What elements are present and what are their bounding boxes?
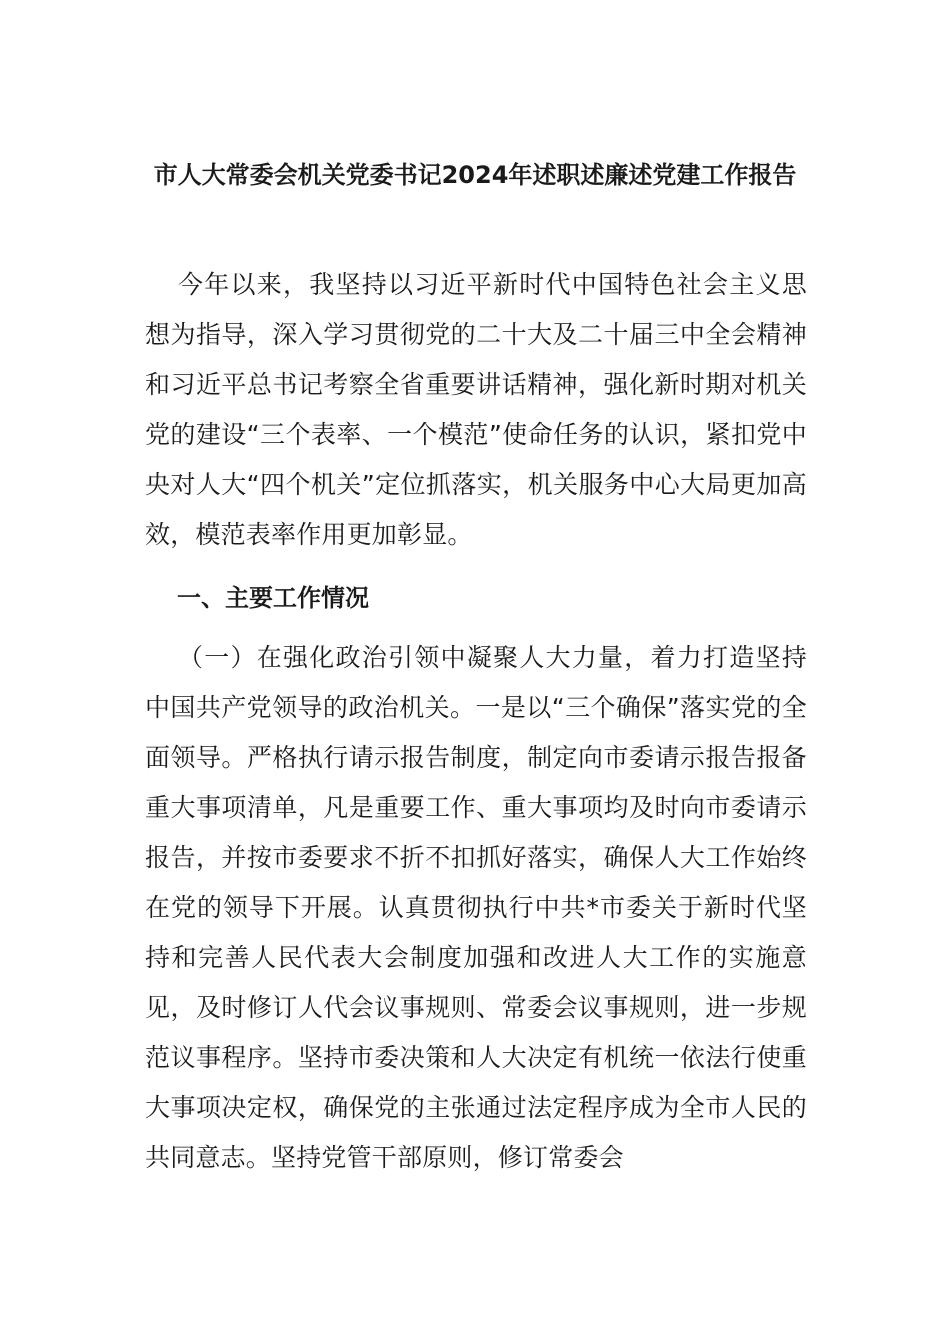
section-body (145, 633, 807, 1183)
intro-paragraph: 今年以来，我坚持以习近平新时代中国特色社会主义思想为指导，深入学习贯彻党的二十大及二十届三中全会精神和习近平总书记考察全省重要讲话精神，强化新时期对机关党的建设“三个表率、一个模范”使命任务的认识，紧扣党中央对人大“四个机关”定位抓落实，机关服务中心大局更加高效，模范表率作用更加彰显。 (145, 270, 807, 549)
intro-block (145, 260, 807, 560)
document-title: 市人大常委会机关党委书记2024年述职述廉述党建工作报告 (153, 161, 797, 189)
body-paragraph: （一）在强化政治引领中凝聚人大力量，着力打造坚持中国共产党领导的政治机关。一是以“三个确保”落实党的全面领导。严格执行请示报告制度，制定向市委请示报告报备重大事项清单，凡是重要工作、重大事项均及时向市委请示报告，并按市委要求不折不扣抓好落实，确保人大工作始终在党的领导下开展。认真贯彻执行中共*市委关于新时代坚持和完善人民代表大会制度加强和改进人大工作的实施意见，及时修订人代会议事规则、常委会议事规则，进一步规范议事程序。坚持市委决策和人大决定有机统一依法行使重大事项决定权，确保党的主张通过法定程序成为全市人民的共同意志。坚持党管干部原则，修订常委会 (145, 643, 807, 1172)
section-heading: 一、主要工作情况 (177, 584, 369, 612)
